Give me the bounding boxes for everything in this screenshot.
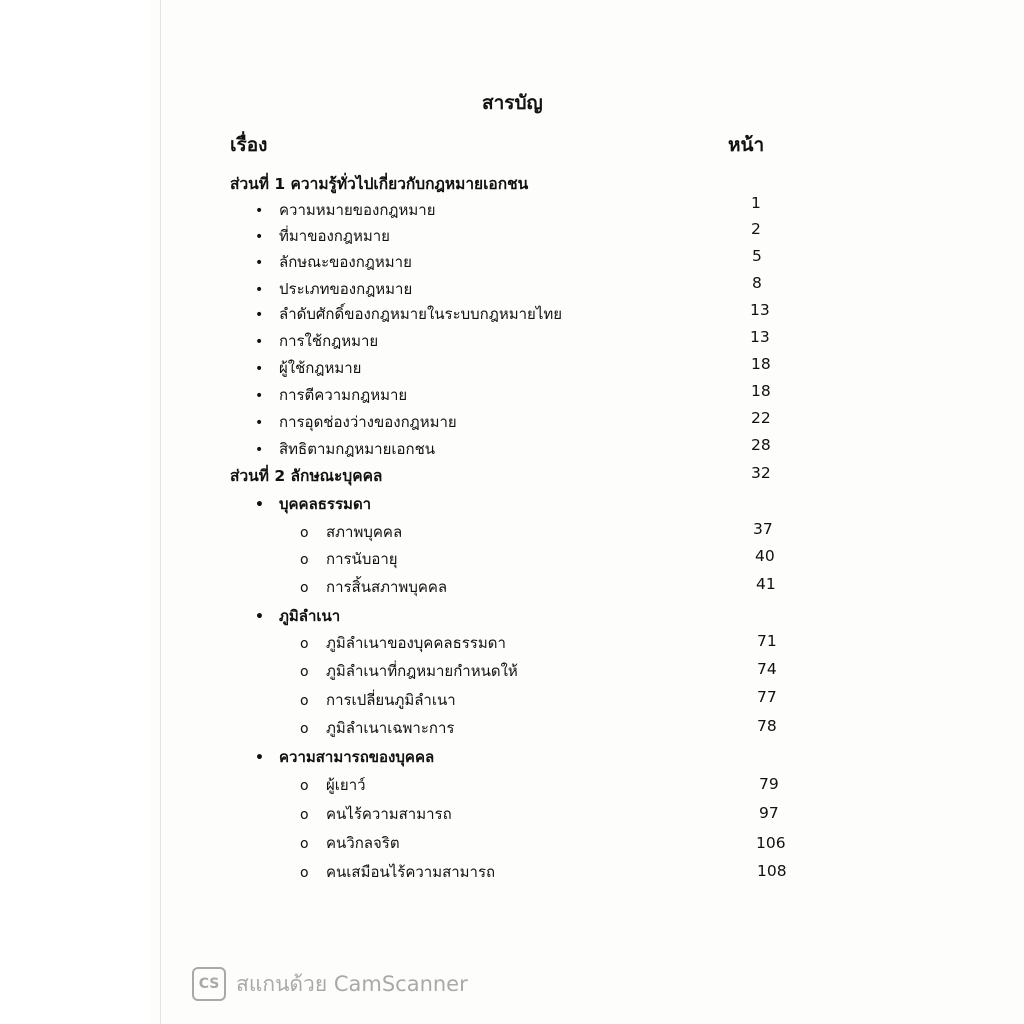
toc-item-label: ผู้เยาว์ (326, 776, 366, 794)
toc-page-number: 18 (751, 382, 771, 400)
toc-item-label: ความหมายของกฎหมาย (279, 201, 436, 219)
toc-page-number: 78 (757, 717, 777, 735)
toc-page-number: 8 (752, 274, 762, 292)
circle-marker: o (300, 721, 309, 737)
circle-marker: o (300, 807, 309, 823)
toc-page-number: 108 (757, 862, 787, 880)
toc-page-number: 97 (759, 804, 779, 822)
toc-subitem (300, 631, 506, 655)
camscanner-logo-icon: CS (192, 967, 226, 1001)
toc-page-number: 13 (750, 301, 770, 319)
circle-marker: o (300, 778, 309, 794)
toc-item (255, 250, 412, 274)
toc-page-number: 5 (752, 247, 762, 265)
bullet-marker: • (255, 415, 264, 431)
toc-page-number: 79 (759, 775, 779, 793)
toc-item-label: การนับอายุ (326, 550, 398, 568)
toc-subitem (300, 659, 518, 683)
circle-marker: o (300, 836, 309, 852)
toc-item-label: สภาพบุคคล (326, 523, 403, 541)
toc-item (255, 302, 562, 326)
toc-group-label: ความสามารถของบุคคล (279, 748, 435, 766)
toc-group-heading (255, 604, 340, 628)
toc-item-label: การสิ้นสภาพบุคคล (326, 578, 448, 596)
toc-item-label: คนเสมือนไร้ความสามารถ (326, 863, 496, 881)
toc-page-number: 1 (751, 194, 761, 212)
toc-item-label: สิทธิตามกฎหมายเอกชน (279, 440, 436, 458)
toc-item (255, 437, 435, 461)
toc-subitem (300, 802, 452, 826)
toc-item-label: ภูมิลำเนาที่กฎหมายกำหนดให้ (326, 662, 518, 680)
page-title: สารบัญ (482, 92, 543, 114)
circle-marker: o (300, 865, 309, 881)
toc-group-label: ภูมิลำเนา (279, 607, 341, 625)
bullet-marker: • (255, 361, 264, 377)
camscanner-watermark (192, 966, 468, 1002)
bullet-marker: • (255, 609, 264, 625)
toc-item (255, 277, 412, 301)
toc-subitem (300, 520, 402, 544)
page-edge (160, 0, 161, 1024)
toc-subitem (300, 773, 366, 797)
section-heading-part-2: ส่วนที่ 2 ลักษณะบุคคล (230, 467, 383, 485)
bullet-marker: • (255, 307, 264, 323)
toc-item (255, 329, 378, 353)
toc-page-number: 18 (751, 355, 771, 373)
circle-marker: o (300, 552, 309, 568)
toc-page-number: 71 (757, 632, 777, 650)
toc-item-label: การตีความกฎหมาย (279, 386, 408, 404)
circle-marker: o (300, 693, 309, 709)
bullet-marker: • (255, 255, 264, 271)
bullet-marker: • (255, 282, 264, 298)
toc-item (255, 410, 457, 434)
toc-item-label: ที่มาของกฎหมาย (279, 227, 390, 245)
toc-subitem (300, 575, 447, 599)
circle-marker: o (300, 580, 309, 596)
bullet-marker: • (255, 442, 264, 458)
page-column-header: หน้า (728, 134, 765, 156)
toc-item-label: ประเภทของกฎหมาย (279, 280, 413, 298)
toc-item-label: คนวิกลจริต (326, 834, 400, 852)
bullet-marker: • (255, 203, 264, 219)
toc-item-label: ผู้ใช้กฎหมาย (279, 359, 362, 377)
toc-group-label: บุคคลธรรมดา (279, 495, 372, 513)
toc-subitem (300, 716, 454, 740)
toc-item-label: คนไร้ความสามารถ (326, 805, 452, 823)
watermark-text: สแกนด้วย CamScanner (236, 971, 468, 996)
toc-subitem (300, 860, 495, 884)
toc-item (255, 356, 361, 380)
toc-item-label: ภูมิลำเนาเฉพาะการ (326, 719, 455, 737)
bullet-marker: • (255, 388, 264, 404)
toc-item (255, 198, 435, 222)
toc-subitem (300, 688, 456, 712)
toc-subitem (300, 547, 398, 571)
bullet-marker: • (255, 497, 264, 513)
toc-item (255, 224, 390, 248)
bullet-marker: • (255, 229, 264, 245)
toc-page-number: 32 (751, 464, 771, 482)
toc-item-label: การอุดช่องว่างของกฎหมาย (279, 413, 457, 431)
toc-page-number: 2 (751, 220, 761, 238)
toc-group-heading (255, 745, 434, 769)
toc-page-number: 74 (757, 660, 777, 678)
toc-item-label: การใช้กฎหมาย (279, 332, 379, 350)
toc-page-number: 41 (756, 575, 776, 593)
toc-item (255, 383, 407, 407)
toc-page-number: 22 (751, 409, 771, 427)
toc-item-label: ลักษณะของกฎหมาย (279, 253, 412, 271)
toc-item-label: การเปลี่ยนภูมิลำเนา (326, 691, 456, 709)
toc-page-number: 13 (750, 328, 770, 346)
toc-page-number: 106 (756, 834, 786, 852)
bullet-marker: • (255, 334, 264, 350)
circle-marker: o (300, 636, 309, 652)
toc-page-number: 28 (751, 436, 771, 454)
toc-item-label: ลำดับศักดิ์ของกฎหมายในระบบกฎหมายไทย (279, 305, 563, 323)
circle-marker: o (300, 525, 309, 541)
section-heading-part-1: ส่วนที่ 1 ความรู้ทั่วไปเกี่ยวกับกฎหมายเอกชน (230, 175, 529, 193)
toc-page-number: 37 (753, 520, 773, 538)
circle-marker: o (300, 664, 309, 680)
bullet-marker: • (255, 750, 264, 766)
toc-subitem (300, 831, 400, 855)
toc-group-heading (255, 492, 371, 516)
toc-page-number: 40 (755, 547, 775, 565)
topic-column-header: เรื่อง (230, 134, 268, 156)
toc-item-label: ภูมิลำเนาของบุคคลธรรมดา (326, 634, 506, 652)
toc-page-number: 77 (757, 688, 777, 706)
